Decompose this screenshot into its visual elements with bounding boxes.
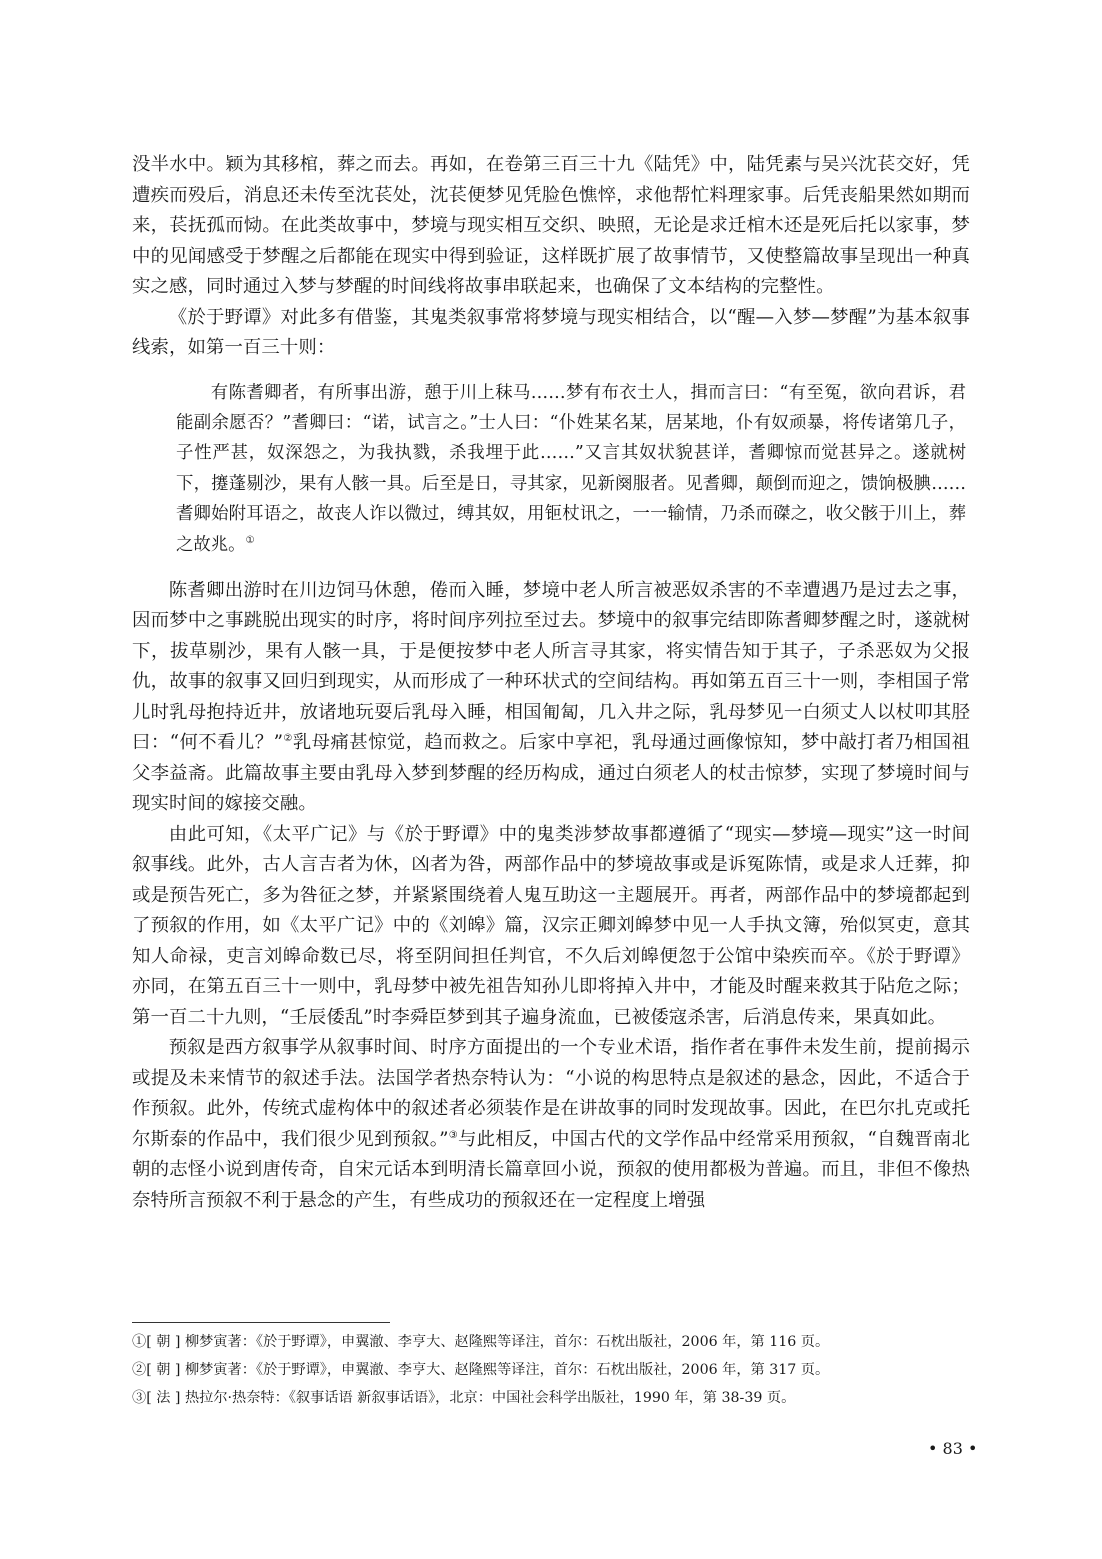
- quote-text: 有陈耆卿者，有所事出游，憩于川上秣马……梦有布衣士人，揖而言曰：“有至冤，欲向君诉，君能副余愿否？”耆卿曰：“诺，试言之。”士人曰：“仆姓某名某，居某地，仆有奴顽暴，将传诸第几子，子性严甚，奴深怨之，为我执戮，杀我埋于此……”又言其奴状貌甚详，耆卿惊而觉甚异之。遂就树下，攓蓬剔沙，果有人骸一具。后至是日，寻其家，见新阕服者。见耆卿，颠倒而迎之，馈饷极腆……耆卿始附耳语之，故丧人诈以微过，缚其奴，用钷杖讯之，一一输情，乃杀而磔之，收父骸于川上，葬之故兆。: [176, 382, 966, 555]
- paragraph: 《於于野谭》对此多有借鉴，其鬼类叙事常将梦境与现实相结合，以“醒—入梦—梦醒”为基本叙事线索，如第一百三十则：: [132, 306, 970, 358]
- paragraph-text: 与此相反，中国古代的文学作品中经常采用预叙，“自魏晋南北朝的志怪小说到唐传奇，自宋元话本到明清长篇章回小说，预叙的使用都极为普遍。而且，非但不像热奈特所言预叙不利于悬念的产生，有些成功的预叙还在一定程度上增强: [132, 1128, 970, 1211]
- main-text: [132, 150, 970, 1216]
- paragraph-text: 乳母痛甚惊觉，趋而救之。后家中享祀，乳母通过画像惊知，梦中敲打者乃相国祖父李益斋。此篇故事主要由乳母入梦到梦醒的经历构成，通过白须老人的杖击惊梦，实现了梦境时间与现实时间的嫁接交融。: [132, 732, 970, 815]
- paragraph: 没半水中。颖为其移棺，葬之而去。再如，在卷第三百三十九《陆凭》中，陆凭素与吴兴沈苌交好，凭遭疾而殁后，消息还未传至沈苌处，沈苌便梦见凭脸色憔悴，求他帮忙料理家事。后凭丧船果然如期而来，苌抚孤而恸。在此类故事中，梦境与现实相互交织、映照，无论是求迁棺木还是死后托以家事，梦中的见闻感受于梦醒之后都能在现实中得到验证，这样既扩展了故事情节，又使整篇故事呈现出一种真实之感，同时通过入梦与梦醒的时间线将故事串联起来，也确保了文本结构的完整性。: [132, 154, 970, 297]
- footnote-marker[interactable]: ①: [245, 534, 255, 546]
- paragraph-text: 陈耆卿出游时在川边饲马休憩，倦而入睡，梦境中老人所言被恶奴杀害的不幸遭遇乃是过去之事，因而梦中之事跳脱出现实的时序，将时间序列拉至过去。梦境中的叙事完结即陈耆卿梦醒之时，遂就树下，拔草剔沙，果有人骸一具，于是便按梦中老人所言寻其家，将实情告知于其子，子杀恶奴为父报仇，故事的叙事又回归到现实，从而形成了一种环状式的空间结构。再如第五百三十一则，李相国子常儿时乳母抱持近井，放诸地玩耍后乳母入睡，相国匍匐，几入井之际，乳母梦见一白须丈人以杖叩其胫曰：“何不看儿？”: [132, 579, 970, 754]
- footnote: ③[ 法 ] 热拉尔·热奈特：《叙事话语 新叙事话语》，北京：中国社会科学出版社，1990 年，第 38-39 页。: [132, 1390, 796, 1406]
- footnote-marker[interactable]: ②: [283, 733, 293, 745]
- paragraph: 由此可知，《太平广记》与《於于野谭》中的鬼类涉梦故事都遵循了“现实—梦境—现实”这一时间叙事线。此外，古人言吉者为休，凶者为咎，两部作品中的梦境故事或是诉冤陈情，或是求人迁葬，抑或是预告死亡，多为咎征之梦，并紧紧围绕着人鬼互助这一主题展开。再者，两部作品中的梦境都起到了预叙的作用，如《太平广记》中的《刘皞》篇，汉宗正卿刘皞梦中见一人手执文簿，殆似冥吏，意其知人命禄，吏言刘皞命数已尽，将至阴间担任判官，不久后刘皞便忽于公馆中染疾而卒。《於于野谭》亦同，在第五百三十一则中，乳母梦中被先祖告知孙儿即将掉入井中，才能及时醒来救其于阽危之际；第一百二十九则，“壬辰倭乱”时李舜臣梦到其子遍身流血，已被倭寇杀害，后消息传来，果真如此。: [132, 823, 970, 1028]
- footnote: ①[ 朝 ] 柳梦寅著：《於于野谭》，申翼澈、李亨大、赵隆熙等译注，首尔：石枕出版社，2006 年，第 116 页。: [132, 1334, 830, 1350]
- footnote: ②[ 朝 ] 柳梦寅著：《於于野谭》，申翼澈、李亨大、赵隆熙等译注，首尔：石枕出版社，2006 年，第 317 页。: [132, 1362, 830, 1378]
- block-quote: [176, 378, 966, 560]
- paragraph: [132, 1033, 970, 1216]
- footnotes: [132, 1328, 972, 1412]
- page-number: • 83 •: [928, 1439, 978, 1458]
- footnote-divider: [132, 1322, 390, 1323]
- paragraph: [132, 576, 970, 820]
- footnote-marker[interactable]: ③: [448, 1129, 458, 1141]
- paragraph-text: 预叙是西方叙事学从叙事时间、时序方面提出的一个专业术语，指作者在事件未发生前，提前揭示或提及未来情节的叙述手法。法国学者热奈特认为：“小说的构思特点是叙述的悬念，因此，不适合于作预叙。此外，传统式虚构体中的叙述者必须装作是在讲故事的同时发现故事。因此，在巴尔扎克或托尔斯泰的作品中，我们很少见到预叙。”: [132, 1037, 970, 1150]
